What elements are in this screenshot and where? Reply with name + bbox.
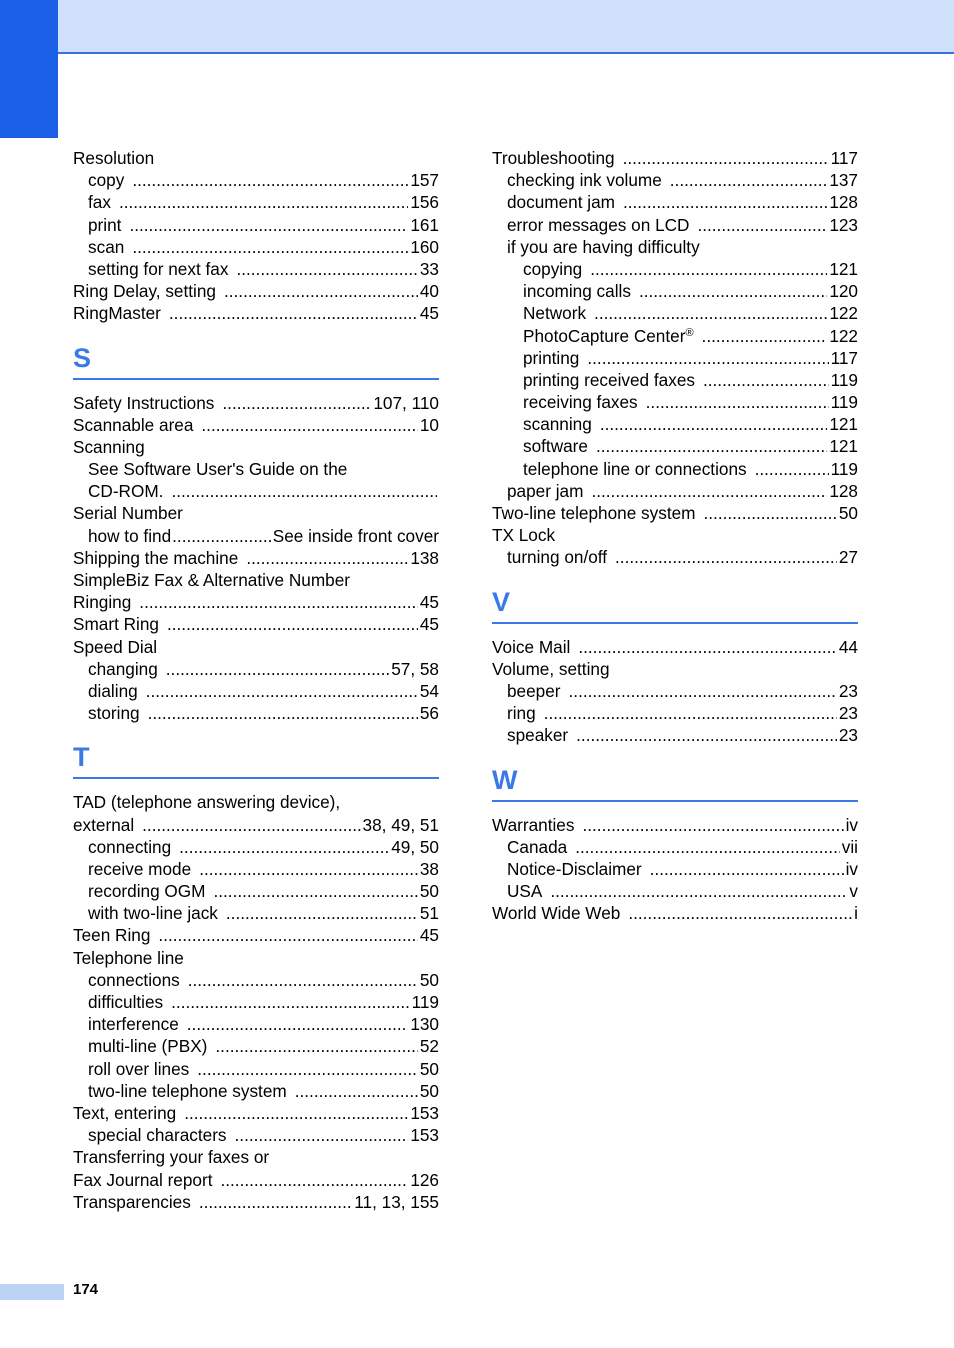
index-group-s [73,392,439,725]
index-entry-term: scan [88,236,125,257]
index-entry-page: 128 [829,192,858,213]
index-entry-page: 50 [838,503,858,523]
index-entry [73,1146,439,1168]
index-entry-page: 23 [838,703,858,724]
dot-leader [171,991,409,1013]
dot-leader [590,258,827,280]
index-entry-term: checking ink volume [507,170,662,191]
index-letter-v: V [492,587,858,624]
index-letter-t: T [73,742,439,779]
dot-leader [596,435,827,457]
dot-leader [702,325,828,347]
index-entry [492,814,858,836]
dot-leader [184,1102,408,1124]
index-entry [492,636,858,658]
index-entry-page: 121 [829,414,858,435]
dot-leader [166,658,389,680]
index-entry [73,302,439,324]
index-entry-term: Resolution [73,148,155,168]
index-entry-page: 44 [838,636,858,657]
index-entry [73,502,439,524]
index-entry-term: Troubleshooting [492,148,615,168]
index-entry [73,658,439,680]
index-entry-page: v [849,881,858,902]
dot-leader [639,280,827,302]
dot-leader [703,369,829,391]
index-entry [73,547,439,569]
dot-leader [646,391,829,413]
index-entry [492,524,858,546]
index-entry [492,236,858,258]
index-entry [73,991,439,1013]
dot-leader [544,702,837,724]
index-entry [73,1191,439,1213]
index-entry-term: See Software User's Guide on the [88,459,348,480]
dot-leader [171,480,437,502]
dot-leader [550,880,847,902]
dot-leader [179,836,389,858]
index-entry [73,525,439,547]
index-entry-page: 38, 49, 51 [362,814,439,835]
index-entry-page: 119 [830,458,858,479]
page-number: 174 [73,1281,99,1298]
index-entry-term: Warranties [492,814,575,835]
index-entry-page: 138 [410,547,439,568]
index-entry-term: Speed Dial [73,636,158,657]
index-entry [73,480,439,502]
dot-leader [222,392,371,414]
chapter-tab [0,0,58,138]
dot-leader [628,902,852,924]
index-entry [73,392,439,414]
index-entry [73,191,439,213]
index-group-v [492,636,858,747]
dot-leader [755,458,829,480]
index-entry-page: 122 [829,325,858,346]
index-entry [73,1169,439,1191]
index-entry [73,1080,439,1102]
index-entry [492,836,858,858]
index-entry [73,280,439,302]
index-entry-term: Scanning [73,436,145,457]
index-entry-term: Voice Mail [492,636,571,657]
index-entry-page: 51 [419,903,439,924]
footer-bar [0,1284,64,1300]
dot-leader [199,1191,352,1213]
index-entry [73,814,439,836]
dot-leader [197,1058,418,1080]
index-entry-page: 121 [829,436,858,457]
index-entry-term: Smart Ring [73,614,159,635]
dot-leader [132,236,408,258]
index-entry [492,280,858,302]
index-entry-page: 161 [410,214,439,235]
index-entry-term: software [523,436,588,457]
index-entry [73,147,439,169]
index-entry-term: external [73,814,135,835]
index-entry-page: 119 [411,992,439,1012]
index-entry-page: 45 [419,592,439,613]
index-entry-page: 23 [838,725,858,746]
dot-leader [226,902,418,924]
dot-leader [199,858,418,880]
index-entry-term: if you are having difficulty [507,236,700,257]
dot-leader [215,1035,417,1057]
index-entry-term: two-line telephone system [88,1080,287,1101]
index-group-w [492,814,858,925]
index-entry [492,902,858,924]
index-entry-term: Fax Journal report [73,1169,213,1190]
index-entry [73,836,439,858]
dot-leader [132,169,408,191]
index-entry [73,924,439,946]
index-entry [492,302,858,324]
index-column-left [73,147,439,1213]
index-entry-term: roll over lines [88,1058,190,1079]
index-entry [73,214,439,236]
index-entry-page: iv [845,814,858,835]
dot-leader [158,924,417,946]
index-entry-page: 45 [419,303,439,324]
index-entry-term: Two-line telephone system [492,503,696,523]
index-entry-term: dialing [88,680,138,701]
index-entry [492,435,858,457]
index-entry-page: 49, 50 [391,836,439,857]
index-entry [73,969,439,991]
index-entry-page: 119 [830,369,858,390]
index-group-r [73,147,439,325]
index-entry-page: 107, 110 [373,392,439,413]
index-entry-page: 119 [830,392,858,413]
index-entry [73,258,439,280]
index-entry [73,458,439,480]
index-entry-term: storing [88,703,140,724]
index-entry-term: copying [523,258,583,279]
dot-leader [142,814,360,836]
index-entry [492,413,858,435]
index-entry [492,325,858,347]
index-entry-page: 54 [419,680,439,701]
index-entry [492,191,858,213]
index-entry-page: 23 [838,680,858,701]
index-entry-term: beeper [507,680,561,701]
index-entry-term: Safety Instructions [73,392,215,413]
dot-leader [146,680,418,702]
index-entry [73,169,439,191]
index-entry-page: See inside front cover [272,525,439,546]
dot-leader [246,547,408,569]
index-entry-term: SimpleBiz Fax & Alternative Number [73,570,351,590]
dot-leader [187,1013,409,1035]
index-entry [73,702,439,724]
index-entry [492,347,858,369]
index-entry-term: telephone line or connections [523,458,747,479]
index-entry-page: 40 [419,281,439,302]
index-entry-term: document jam [507,192,615,213]
index-column-right [492,147,858,924]
index-entry [73,880,439,902]
dot-leader [220,1169,408,1191]
dot-leader [236,258,417,280]
index-entry-term: printing received faxes [523,369,695,390]
index-entry [73,1035,439,1057]
index-entry-page: 122 [829,303,858,324]
index-entry [73,613,439,635]
index-entry [492,880,858,902]
index-entry [492,458,858,480]
index-entry [73,636,439,658]
dot-leader [169,302,418,324]
index-entry-term: Teen Ring [73,925,151,946]
index-entry-term: receiving faxes [523,392,638,413]
index-entry-page: 11, 13, 155 [354,1191,439,1212]
dot-leader [582,814,843,836]
index-entry-term: paper jam [507,480,584,501]
index-entry-page: 27 [838,547,858,568]
index-entry [73,947,439,969]
index-entry-page: 153 [410,1125,439,1146]
index-entry [492,147,858,169]
dot-leader [213,880,417,902]
index-entry-term: incoming calls [523,281,631,302]
dot-leader [697,214,827,236]
index-entry-page: 56 [419,703,439,724]
dot-leader [172,525,271,547]
index-entry-term: turning on/off [507,547,608,568]
dot-leader [587,347,828,369]
index-entry-term: fax [88,192,111,213]
index-group-t-continued [492,147,858,569]
index-entry-term: TX Lock [492,525,556,546]
index-entry [73,1013,439,1035]
dot-leader [578,636,837,658]
index-entry-page: 50 [419,969,439,990]
index-entry-term: Telephone line [73,947,184,968]
index-entry-term: receive mode [88,858,192,879]
index-entry-term: changing [88,658,158,679]
dot-leader [167,613,418,635]
index-entry [492,214,858,236]
index-entry [492,369,858,391]
index-entry-term: multi-line (PBX) [88,1036,208,1057]
index-entry [73,591,439,613]
index-entry [73,1124,439,1146]
index-entry-term: Transferring your faxes or [73,1147,270,1168]
index-entry [492,546,858,568]
index-entry-term: scanning [523,414,592,435]
index-entry-term: error messages on LCD [507,214,690,235]
index-entry-page: 160 [410,236,439,257]
index-entry-page: 50 [419,1058,439,1079]
index-entry-term: CD-ROM. [88,481,164,502]
index-entry [73,902,439,924]
index-entry-term: Scannable area [73,414,194,435]
index-entry-term: special characters [88,1125,227,1146]
dot-leader [295,1080,418,1102]
index-letter-s: S [73,343,439,380]
index-entry-term: connecting [88,836,172,857]
index-entry-page: 117 [830,347,858,368]
index-entry-term: Volume, setting [492,658,610,679]
index-entry [73,569,439,591]
dot-leader [623,191,827,213]
index-entry-page: 50 [419,1080,439,1101]
index-entry-page: 157 [410,170,439,191]
index-entry-term: printing [523,347,580,368]
index-entry [73,858,439,880]
dot-leader [188,969,418,991]
dot-leader [600,413,828,435]
index-entry-term: print [88,214,122,235]
index-entry-page: iv [845,858,858,879]
index-entry-page: 52 [419,1036,439,1057]
index-entry-page: 117 [830,148,858,168]
index-entry-term: copy [88,170,125,191]
index-entry-page: 128 [829,480,858,501]
index-entry-page: 126 [410,1169,439,1190]
index-entry-term: Notice-Disclaimer [507,858,642,879]
index-entry [73,791,439,813]
index-entry-term: difficulties [88,992,164,1012]
index-entry [73,1058,439,1080]
index-entry-term: Text, entering [73,1102,177,1123]
index-entry-page: 120 [829,281,858,302]
index-entry-page: 38 [419,858,439,879]
index-entry [73,680,439,702]
index-entry-term: with two-line jack [88,903,218,924]
dot-leader [623,147,829,169]
index-entry [492,658,858,680]
dot-leader [129,214,408,236]
index-entry-term: Ring Delay, setting [73,281,216,302]
dot-leader [594,302,827,324]
index-entry [492,724,858,746]
dot-leader [704,502,837,524]
index-entry-page: 123 [829,214,858,235]
index-entry [492,480,858,502]
index-entry-term: recording OGM [88,881,206,902]
dot-leader [224,280,418,302]
index-entry-page: 121 [829,258,858,279]
index-letter-w: W [492,765,858,802]
index-entry-term: setting for next fax [88,258,229,279]
index-entry-term: ring [507,703,536,724]
dot-leader [670,169,828,191]
index-entry-term: Serial Number [73,503,183,524]
dot-leader [201,414,417,436]
index-entry [492,502,858,524]
index-entry [73,436,439,458]
index-entry-page: 45 [419,614,439,635]
index-entry-term: Ringing [73,592,132,613]
index-entry-page: 156 [410,192,439,213]
dot-leader [576,724,837,746]
dot-leader [650,858,844,880]
dot-leader [575,836,840,858]
index-entry-term: Transparencies [73,1191,191,1212]
dot-leader [591,480,827,502]
index-entry-term: TAD (telephone answering device), [73,792,341,813]
index-entry [73,236,439,258]
index-entry [73,414,439,436]
index-entry-term: speaker [507,725,569,746]
index-entry-term: interference [88,1014,179,1035]
index-entry-term: connections [88,969,180,990]
index-entry [492,391,858,413]
index-entry [73,1102,439,1124]
index-entry-term: World Wide Web [492,903,621,924]
index-entry-page: 57, 58 [391,658,439,679]
index-entry-term: PhotoCapture Center® [523,325,694,346]
index-entry-page: 50 [419,881,439,902]
index-entry-term: Network [523,303,587,324]
index-entry-page: 130 [410,1014,439,1035]
dot-leader [235,1124,409,1146]
index-entry-page: 137 [829,170,858,191]
index-entry-page: 45 [419,925,439,946]
index-entry-term: Shipping the machine [73,547,239,568]
index-entry-term: RingMaster [73,303,161,324]
index-entry-page: i [854,903,858,924]
index-entry-page: 10 [419,414,439,435]
header-band [0,0,954,54]
index-entry-page: 153 [410,1102,439,1123]
index-entry [492,680,858,702]
index-entry-page: vii [841,836,858,857]
index-group-t [73,791,439,1213]
index-entry [492,258,858,280]
dot-leader [615,546,837,568]
dot-leader [148,702,418,724]
index-entry-term: how to find [88,525,172,546]
index-entry-page: 33 [419,258,439,279]
index-entry-term: Canada [507,836,568,857]
index-entry [492,858,858,880]
dot-leader [139,591,418,613]
index-entry [492,169,858,191]
index-entry-term: USA [507,881,543,902]
dot-leader [119,191,408,213]
index-entry [492,702,858,724]
dot-leader [569,680,837,702]
